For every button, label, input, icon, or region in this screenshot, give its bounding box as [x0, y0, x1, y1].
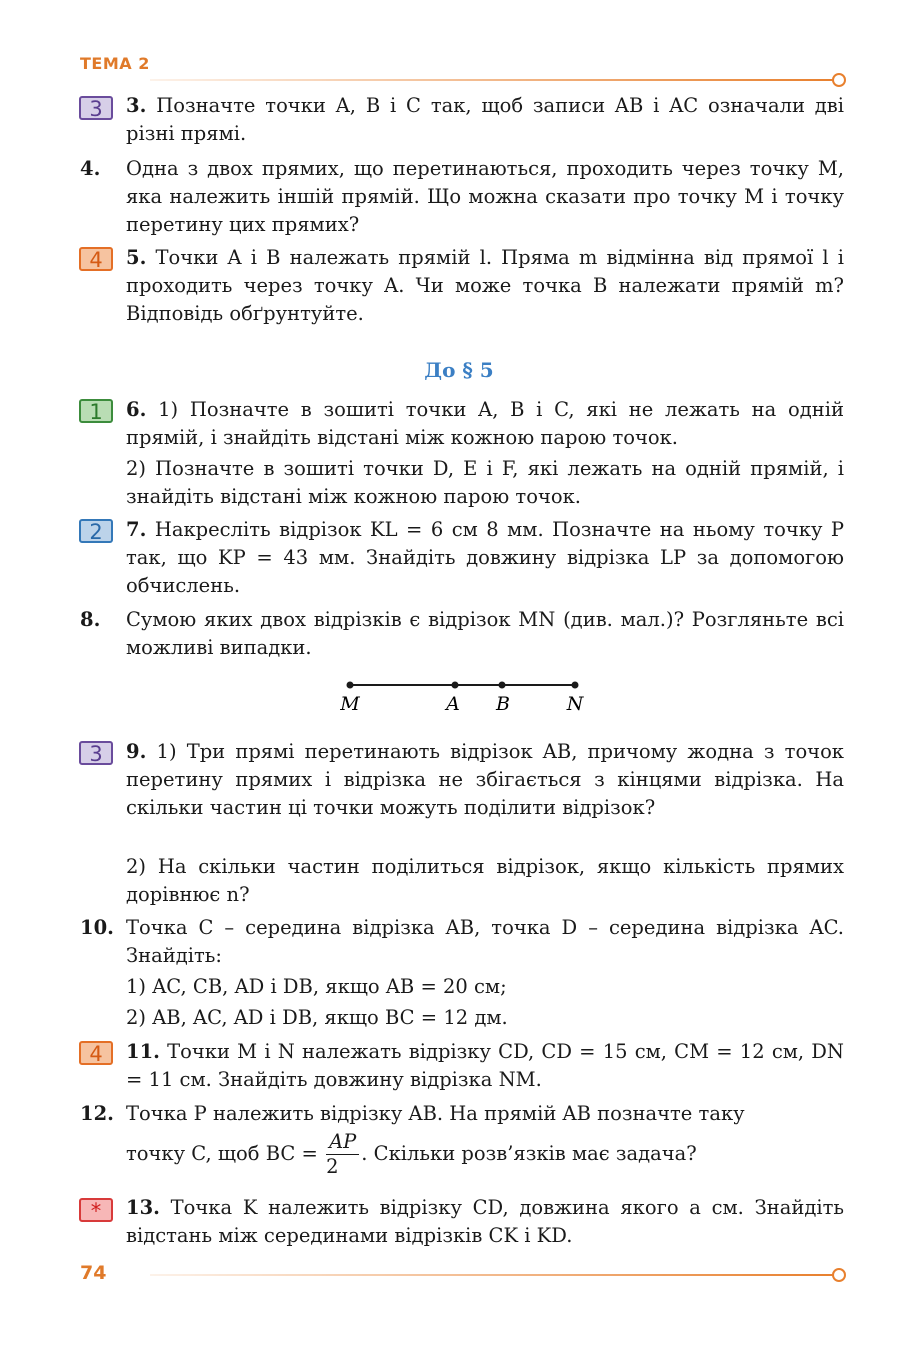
- fraction: [326, 1130, 359, 1179]
- problem-text: Точка P належить відрізку AB. На прямій AB позначте таку: [126, 1102, 745, 1125]
- section-heading: До § 5: [424, 358, 494, 382]
- page-number: 74: [80, 1262, 107, 1284]
- problem-text: Накресліть відрізок KL = 6 см 8 мм. Позначте на ньому точку P так, що KP = 43 мм. Знайдіть довжину відрізка LP за допомогою обчислень.: [126, 518, 844, 597]
- problem-6: 6. 1) Позначте в зошиті точки A, B і C, які не лежать на одній прямій, і знайдіть відстані між кожною парою точок.: [126, 398, 844, 449]
- problem-3: 3. Позначте точки A, B і C так, щоб записи AB і AC означали дві різні прямі.: [126, 94, 845, 145]
- label-n: N: [566, 693, 584, 715]
- problem-number: 13: [126, 1196, 154, 1219]
- problem-text: 2) На скільки частин поділиться відрізок, якщо кількість прямих дорівнює n?: [126, 855, 844, 906]
- problem-text: Сумою яких двох відрізків є відрізок MN (див. мал.)? Розгляньте всі можливі випадки.: [126, 608, 844, 659]
- level-badge-star: *: [79, 1198, 113, 1222]
- point-m: [347, 682, 354, 689]
- label-a: A: [446, 693, 460, 715]
- problem-10-part-1: [126, 973, 844, 1001]
- problem-4: [126, 155, 844, 239]
- problem-6-part-2: [126, 455, 844, 511]
- problem-number: 7: [126, 518, 140, 541]
- problem-number-12: 12.: [80, 1102, 114, 1125]
- problem-text: Точки M і N належать відрізку CD, CD = 15 см, CM = 12 см, DN = 11 см. Знайдіть довжину відрізка NM.: [126, 1040, 844, 1091]
- footer-rule-end-dot: [832, 1268, 846, 1282]
- problem-7: 7. Накресліть відрізок KL = 6 см 8 мм. Позначте на ньому точку P так, що KP = 43 мм. Знайдіть довжину відрізка LP за допомогою обчислень.: [126, 518, 844, 597]
- problem-9: 9. 1) Три прямі перетинають відрізок AB, причому жодна з точок перетину прямих і відрізка не збігається з кінцями відрізка. На скільки частин ці точки можуть поділити відрізок?: [126, 740, 844, 819]
- problem-text: Точки A і B належать прямій l. Пряма m відмінна від прямої l і проходить через точку A. Чи може точка B належати прямій m? Відповідь обґрунтуйте.: [126, 246, 844, 325]
- topic-label: ТЕМА 2: [80, 54, 150, 73]
- problem-text: Позначте точки A, B і C так, щоб записи AB і AC означали дві різні прямі.: [126, 94, 845, 145]
- problem-9-part-2: [126, 853, 844, 909]
- problem-text: 1) Три прямі перетинають відрізок AB, причому жодна з точок перетину прямих і відрізка не збігається з кінцями відрізка. На скільки частин ці точки можуть поділити відрізок?: [126, 740, 844, 819]
- problem-number: 3: [126, 94, 140, 117]
- level-badge-3: 3: [79, 741, 113, 765]
- point-a: [452, 682, 459, 689]
- problem-number: 5: [126, 246, 140, 269]
- problem-text: точку C, щоб BC =: [126, 1142, 318, 1165]
- level-badge-3: 3: [79, 96, 113, 120]
- fraction-denominator: 2: [326, 1155, 339, 1178]
- problem-text: 1) Позначте в зошиті точки A, B і C, які не лежать на одній прямій, і знайдіть відстані між кожною парою точок.: [126, 398, 844, 449]
- footer-rule: [150, 1274, 834, 1276]
- label-b: B: [496, 693, 510, 715]
- problem-12-line-2: [126, 1128, 844, 1180]
- problem-text: Одна з двох прямих, що перетинаються, проходить через точку M, яка належить іншій прямій. Що можна сказати про точку M і точку перетину цих прямих?: [126, 157, 844, 236]
- problem-text: 2) AB, AC, AD і DB, якщо BC = 12 дм.: [126, 1006, 508, 1029]
- level-badge-2: 2: [79, 519, 113, 543]
- problem-text: . Скільки розв’язків має задача?: [361, 1142, 697, 1165]
- problem-8: [126, 606, 844, 662]
- level-badge-4: 4: [79, 1041, 113, 1065]
- problem-text: Точка C – середина відрізка AB, точка D – середина відрізка AC. Знайдіть:: [126, 916, 844, 967]
- problem-10-part-2: [126, 1004, 844, 1032]
- level-badge-4: 4: [79, 247, 113, 271]
- fraction-numerator: AP: [326, 1130, 359, 1155]
- problem-number-8: 8.: [80, 608, 101, 631]
- problem-12: [126, 1100, 844, 1128]
- problem-10: [126, 914, 844, 970]
- problem-number-4: 4.: [80, 157, 101, 180]
- problem-number: 11: [126, 1040, 154, 1063]
- problem-text: Точка K належить відрізку CD, довжина якого a см. Знайдіть відстань між серединами відрізків CK і KD.: [126, 1196, 845, 1247]
- level-badge-1: 1: [79, 399, 113, 423]
- problem-text: 1) AC, CB, AD і DB, якщо AB = 20 см;: [126, 975, 507, 998]
- header-rule: [150, 79, 834, 81]
- problem-11: 11. Точки M і N належать відрізку CD, CD = 15 см, CM = 12 см, DN = 11 см. Знайдіть довжину відрізка NM.: [126, 1040, 844, 1091]
- problem-5: 5. Точки A і B належать прямій l. Пряма m відмінна від прямої l і проходить через точку A. Чи може точка B належати прямій m? Відповідь обґрунтуйте.: [126, 246, 844, 325]
- problem-text: 2) Позначте в зошиті точки D, E і F, які лежать на одній прямій, і знайдіть відстані між кожною парою точок.: [126, 457, 844, 508]
- problem-13: 13. Точка K належить відрізку CD, довжина якого a см. Знайдіть відстань між серединами відрізків CK і KD.: [126, 1196, 845, 1247]
- problem-number-10: 10.: [80, 916, 114, 939]
- point-b: [499, 682, 506, 689]
- header-rule-end-dot: [832, 73, 846, 87]
- problem-number: 6: [126, 398, 140, 421]
- point-n: [572, 682, 579, 689]
- label-m: M: [340, 693, 360, 715]
- problem-number: 9: [126, 740, 140, 763]
- segment-figure: [330, 672, 600, 720]
